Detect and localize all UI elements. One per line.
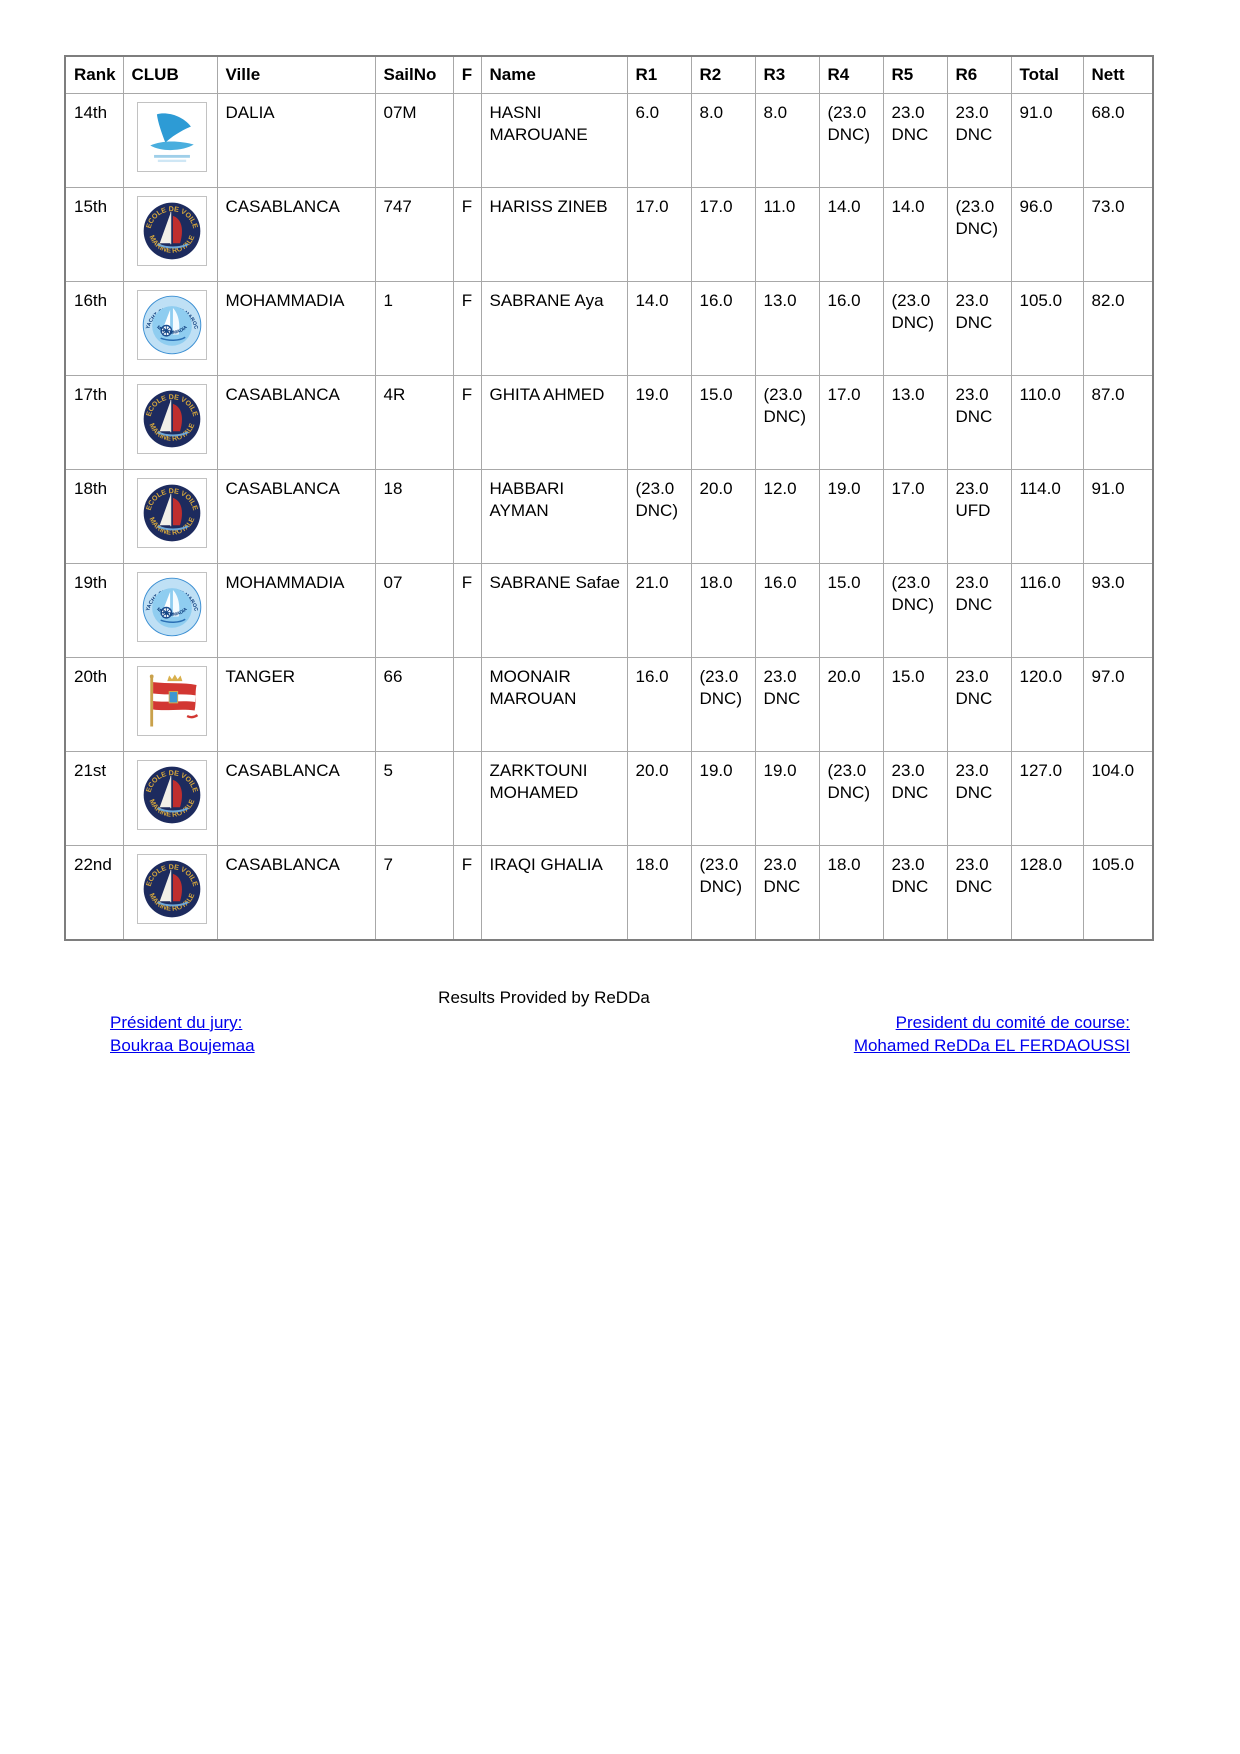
results-provided-by: Results Provided by ReDDa <box>438 988 650 1007</box>
nett-cell: 97.0 <box>1083 658 1153 752</box>
rank-cell: 14th <box>65 94 123 188</box>
club-cell <box>123 470 217 564</box>
result-row-21st <box>65 752 1153 846</box>
rank-cell: 19th <box>65 564 123 658</box>
marine-royale-club-logo <box>137 854 207 924</box>
sailno-cell: 5 <box>375 752 453 846</box>
result-row-17th <box>65 376 1153 470</box>
f-cell: F <box>453 846 481 941</box>
r5-cell: 13.0 <box>883 376 947 470</box>
jury-president-name-link[interactable]: Boukraa Boujemaa <box>110 1035 255 1055</box>
result-row-19th <box>65 564 1153 658</box>
f-cell <box>453 752 481 846</box>
r1-cell: 21.0 <box>627 564 691 658</box>
r6-cell: 23.0 DNC <box>947 564 1011 658</box>
name-cell: HABBARI AYMAN <box>481 470 627 564</box>
f-cell <box>453 470 481 564</box>
nett-cell: 104.0 <box>1083 752 1153 846</box>
column-header-nett: Nett <box>1083 56 1153 94</box>
total-cell: 91.0 <box>1011 94 1083 188</box>
r5-cell: (23.0 DNC) <box>883 282 947 376</box>
result-row-14th <box>65 94 1153 188</box>
result-row-22nd <box>65 846 1153 941</box>
signature-row <box>110 1012 1130 1058</box>
total-cell: 127.0 <box>1011 752 1083 846</box>
column-header-rank: Rank <box>65 56 123 94</box>
column-header-r1: R1 <box>627 56 691 94</box>
ycm-mohammadia-club-logo <box>137 290 207 360</box>
r2-cell: 8.0 <box>691 94 755 188</box>
r3-cell: 19.0 <box>755 752 819 846</box>
ville-cell: CASABLANCA <box>217 752 375 846</box>
club-cell <box>123 846 217 941</box>
r4-cell: 18.0 <box>819 846 883 941</box>
sailno-cell: 747 <box>375 188 453 282</box>
r3-cell: 13.0 <box>755 282 819 376</box>
r2-cell: (23.0 DNC) <box>691 846 755 941</box>
marine-royale-club-logo <box>137 760 207 830</box>
r2-cell: 15.0 <box>691 376 755 470</box>
jury-president-label-link[interactable]: Président du jury: <box>110 1012 243 1032</box>
r3-cell: 23.0 DNC <box>755 846 819 941</box>
r3-cell: 8.0 <box>755 94 819 188</box>
r4-cell: 19.0 <box>819 470 883 564</box>
r2-cell: 17.0 <box>691 188 755 282</box>
f-cell: F <box>453 564 481 658</box>
r1-cell: 16.0 <box>627 658 691 752</box>
r3-cell: (23.0 DNC) <box>755 376 819 470</box>
nett-cell: 68.0 <box>1083 94 1153 188</box>
table-header-row <box>65 56 1153 94</box>
result-row-15th <box>65 188 1153 282</box>
nett-cell: 105.0 <box>1083 846 1153 941</box>
total-cell: 114.0 <box>1011 470 1083 564</box>
nett-cell: 91.0 <box>1083 470 1153 564</box>
sailno-cell: 18 <box>375 470 453 564</box>
club-cell <box>123 282 217 376</box>
ville-cell: CASABLANCA <box>217 846 375 941</box>
r1-cell: 17.0 <box>627 188 691 282</box>
r2-cell: 16.0 <box>691 282 755 376</box>
r6-cell: (23.0 DNC) <box>947 188 1011 282</box>
column-header-f: F <box>453 56 481 94</box>
club-cell <box>123 188 217 282</box>
column-header-r4: R4 <box>819 56 883 94</box>
club-cell <box>123 658 217 752</box>
r1-cell: 20.0 <box>627 752 691 846</box>
r6-cell: 23.0 DNC <box>947 376 1011 470</box>
result-row-20th <box>65 658 1153 752</box>
total-cell: 96.0 <box>1011 188 1083 282</box>
r4-cell: 16.0 <box>819 282 883 376</box>
f-cell <box>453 94 481 188</box>
r1-cell: 18.0 <box>627 846 691 941</box>
r5-cell: 23.0 DNC <box>883 846 947 941</box>
ville-cell: CASABLANCA <box>217 470 375 564</box>
r2-cell: 18.0 <box>691 564 755 658</box>
r5-cell: 17.0 <box>883 470 947 564</box>
r6-cell: 23.0 UFD <box>947 470 1011 564</box>
column-header-r5: R5 <box>883 56 947 94</box>
column-header-ville: Ville <box>217 56 375 94</box>
name-cell: SABRANE Aya <box>481 282 627 376</box>
marine-royale-club-logo <box>137 384 207 454</box>
name-cell: ZARKTOUNI MOHAMED <box>481 752 627 846</box>
r3-cell: 16.0 <box>755 564 819 658</box>
nett-cell: 82.0 <box>1083 282 1153 376</box>
rank-cell: 16th <box>65 282 123 376</box>
total-cell: 120.0 <box>1011 658 1083 752</box>
result-row-16th <box>65 282 1153 376</box>
rank-cell: 20th <box>65 658 123 752</box>
ycm-mohammadia-club-logo <box>137 572 207 642</box>
rank-cell: 22nd <box>65 846 123 941</box>
r4-cell: 15.0 <box>819 564 883 658</box>
column-header-club: CLUB <box>123 56 217 94</box>
column-header-r6: R6 <box>947 56 1011 94</box>
name-cell: HASNI MAROUANE <box>481 94 627 188</box>
total-cell: 110.0 <box>1011 376 1083 470</box>
name-cell: MOONAIR MAROUAN <box>481 658 627 752</box>
f-cell: F <box>453 282 481 376</box>
ville-cell: MOHAMMADIA <box>217 282 375 376</box>
r2-cell: 20.0 <box>691 470 755 564</box>
marine-royale-club-logo <box>137 478 207 548</box>
name-cell: SABRANE Safae <box>481 564 627 658</box>
ville-cell: CASABLANCA <box>217 188 375 282</box>
rank-cell: 17th <box>65 376 123 470</box>
column-header-r3: R3 <box>755 56 819 94</box>
rank-cell: 18th <box>65 470 123 564</box>
sailno-cell: 4R <box>375 376 453 470</box>
club-cell <box>123 376 217 470</box>
committee-president-label-link[interactable]: President du comité de course: <box>895 1012 1130 1032</box>
r5-cell: 23.0 DNC <box>883 752 947 846</box>
nett-cell: 73.0 <box>1083 188 1153 282</box>
f-cell <box>453 658 481 752</box>
result-row-18th <box>65 470 1153 564</box>
r5-cell: 23.0 DNC <box>883 94 947 188</box>
committee-president-name-link[interactable]: Mohamed ReDDa EL FERDAOUSSI <box>853 1035 1130 1055</box>
rank-cell: 15th <box>65 188 123 282</box>
r6-cell: 23.0 DNC <box>947 658 1011 752</box>
ville-cell: MOHAMMADIA <box>217 564 375 658</box>
r2-cell: 19.0 <box>691 752 755 846</box>
r4-cell: (23.0 DNC) <box>819 94 883 188</box>
r4-cell: 20.0 <box>819 658 883 752</box>
sailno-cell: 1 <box>375 282 453 376</box>
name-cell: HARISS ZINEB <box>481 188 627 282</box>
r2-cell: (23.0 DNC) <box>691 658 755 752</box>
ville-cell: CASABLANCA <box>217 376 375 470</box>
r5-cell: (23.0 DNC) <box>883 564 947 658</box>
column-header-r2: R2 <box>691 56 755 94</box>
dalia-club-logo <box>137 102 207 172</box>
f-cell: F <box>453 376 481 470</box>
rank-cell: 21st <box>65 752 123 846</box>
sailno-cell: 66 <box>375 658 453 752</box>
jury-president-block <box>110 1012 255 1058</box>
r3-cell: 12.0 <box>755 470 819 564</box>
ville-cell: TANGER <box>217 658 375 752</box>
r5-cell: 14.0 <box>883 188 947 282</box>
r1-cell: 14.0 <box>627 282 691 376</box>
name-cell: GHITA AHMED <box>481 376 627 470</box>
ville-cell: DALIA <box>217 94 375 188</box>
name-cell: IRAQI GHALIA <box>481 846 627 941</box>
r1-cell: (23.0 DNC) <box>627 470 691 564</box>
nett-cell: 87.0 <box>1083 376 1153 470</box>
total-cell: 116.0 <box>1011 564 1083 658</box>
club-cell <box>123 564 217 658</box>
r4-cell: 14.0 <box>819 188 883 282</box>
total-cell: 128.0 <box>1011 846 1083 941</box>
total-cell: 105.0 <box>1011 282 1083 376</box>
f-cell: F <box>453 188 481 282</box>
r6-cell: 23.0 DNC <box>947 846 1011 941</box>
r5-cell: 15.0 <box>883 658 947 752</box>
r6-cell: 23.0 DNC <box>947 752 1011 846</box>
r3-cell: 11.0 <box>755 188 819 282</box>
sailno-cell: 7 <box>375 846 453 941</box>
club-cell <box>123 752 217 846</box>
marine-royale-club-logo <box>137 196 207 266</box>
sailno-cell: 07 <box>375 564 453 658</box>
nett-cell: 93.0 <box>1083 564 1153 658</box>
r1-cell: 19.0 <box>627 376 691 470</box>
r6-cell: 23.0 DNC <box>947 282 1011 376</box>
column-header-total: Total <box>1011 56 1083 94</box>
race-committee-president-block <box>854 1012 1130 1058</box>
r1-cell: 6.0 <box>627 94 691 188</box>
r6-cell: 23.0 DNC <box>947 94 1011 188</box>
column-header-sailno: SailNo <box>375 56 453 94</box>
r3-cell: 23.0 DNC <box>755 658 819 752</box>
column-header-name: Name <box>481 56 627 94</box>
results-table <box>64 55 1154 941</box>
sailno-cell: 07M <box>375 94 453 188</box>
club-cell <box>123 94 217 188</box>
tanger-club-logo <box>137 666 207 736</box>
r4-cell: 17.0 <box>819 376 883 470</box>
r4-cell: (23.0 DNC) <box>819 752 883 846</box>
